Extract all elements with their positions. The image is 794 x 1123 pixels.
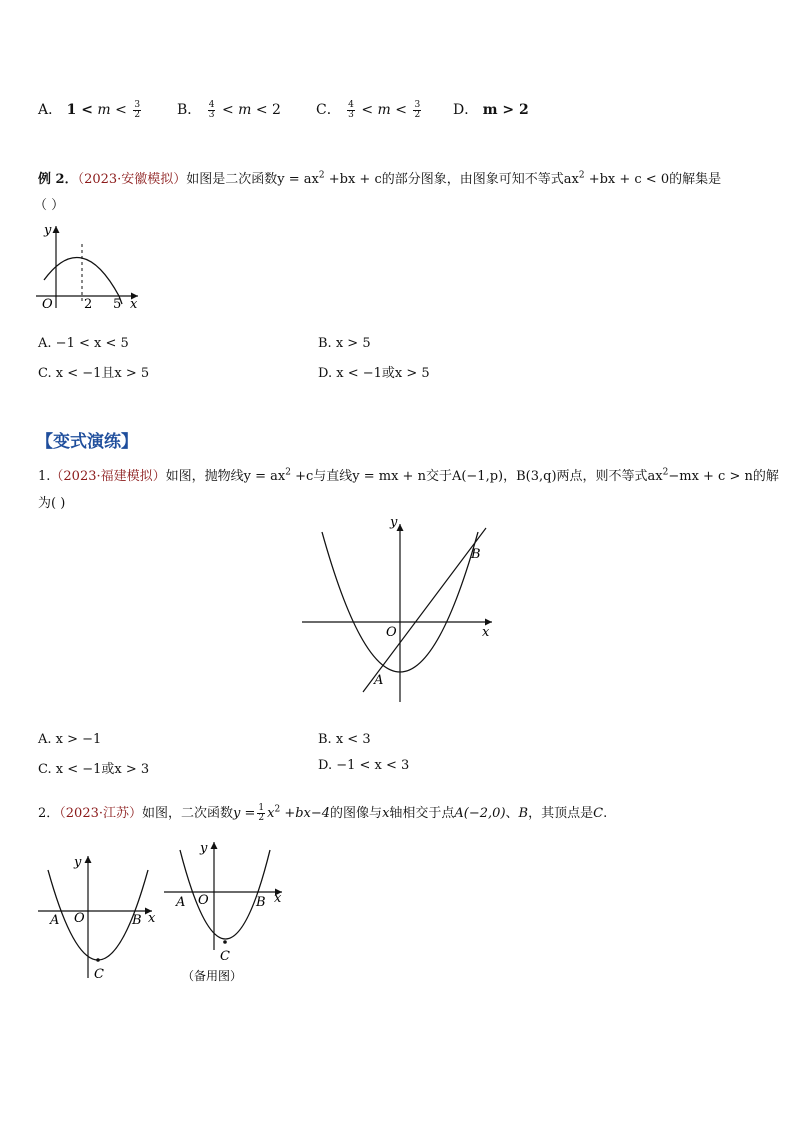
v2-graph-backup [160, 838, 290, 983]
example2-graph [34, 220, 146, 312]
v1-stem-line2: 为( ) [38, 496, 66, 511]
o-label: O [42, 297, 53, 312]
vertex-c [96, 958, 100, 962]
caption: （备用图） [182, 969, 243, 983]
v1-option-c: C. x < −1或x > 3 [38, 762, 150, 777]
prev-option-a: A． 1 < m < $\frac{3}{2}$ [38, 99, 141, 120]
y-label: y [44, 223, 52, 238]
example2-option-b: B. x > 5 [318, 336, 371, 351]
v2-stem: 2．（2023·江苏）如图，二次函数y = $\frac{1}{2}$ $x^2 +bx-4$的图像与x轴相交于点A(−2,0)、B，其顶点是C. [38, 803, 608, 823]
x-label: x [148, 911, 156, 926]
example2-stem: 例 2．（2023·安徽模拟）如图是二次函数$y = ax^2 +bx + c$的部分图象，由图象可知不等式$ax^2 +bx + c < 0$的解集是 [38, 170, 722, 187]
vertex-c [223, 940, 227, 944]
fraction: $\frac{1}{2}$ [258, 803, 265, 823]
v2-graph-main [34, 850, 159, 985]
prev-option-c: C． $\frac{4}{3}$ < m < $\frac{3}{2}$ [316, 99, 421, 120]
y-label: y [390, 515, 398, 530]
point-a-label: A [374, 673, 384, 688]
o-label: O [386, 625, 397, 640]
b-label: B [256, 895, 266, 910]
fraction: $\frac{4}{3}$ [208, 99, 215, 120]
c-label: C [94, 967, 104, 982]
b-label: B [132, 913, 142, 928]
a-label: A [176, 895, 186, 910]
line-mx-n [363, 528, 486, 692]
example2-blank: （ ） [34, 198, 65, 213]
v1-option-d: D. −1 < x < 3 [318, 758, 410, 773]
example2-option-d: D. x < −1或x > 5 [318, 366, 430, 381]
fraction: $\frac{4}{3}$ [348, 99, 354, 120]
o-label: O [74, 911, 85, 926]
x-label: x [274, 891, 282, 906]
y-label: y [200, 841, 208, 856]
x-label: x [130, 297, 138, 312]
v1-option-b: B. x < 3 [318, 732, 371, 747]
x-label: x [482, 625, 490, 640]
tick-5: 5 [113, 297, 122, 312]
o-label: O [198, 893, 209, 908]
prev-option-b: B． $\frac{4}{3}$ < m < 2 [177, 99, 281, 120]
fraction: $\frac{3}{2}$ [134, 99, 141, 120]
example2-option-a: A. −1 < x < 5 [38, 336, 129, 351]
v1-option-a: A. x > −1 [38, 732, 102, 747]
point-b-label: B [471, 547, 481, 562]
c-label: C [220, 949, 230, 964]
fraction: $\frac{3}{2}$ [414, 99, 421, 120]
section-title: 【变式演练】 [36, 432, 138, 452]
v1-stem: 1.（2023·福建模拟）如图，抛物线$y = ax^2 +c$与直线y = mx + n交于A(−1,p)，B(3,q)两点，则不等式$ax^2-mx + c > n$的解 [38, 467, 779, 484]
a-label: A [50, 913, 60, 928]
prev-option-d: D． m > 2 [453, 102, 529, 118]
tick-2: 2 [84, 297, 93, 312]
y-label: y [74, 855, 82, 870]
example2-option-c: C. x < −1且x > 5 [38, 366, 150, 381]
v1-graph [298, 512, 498, 707]
